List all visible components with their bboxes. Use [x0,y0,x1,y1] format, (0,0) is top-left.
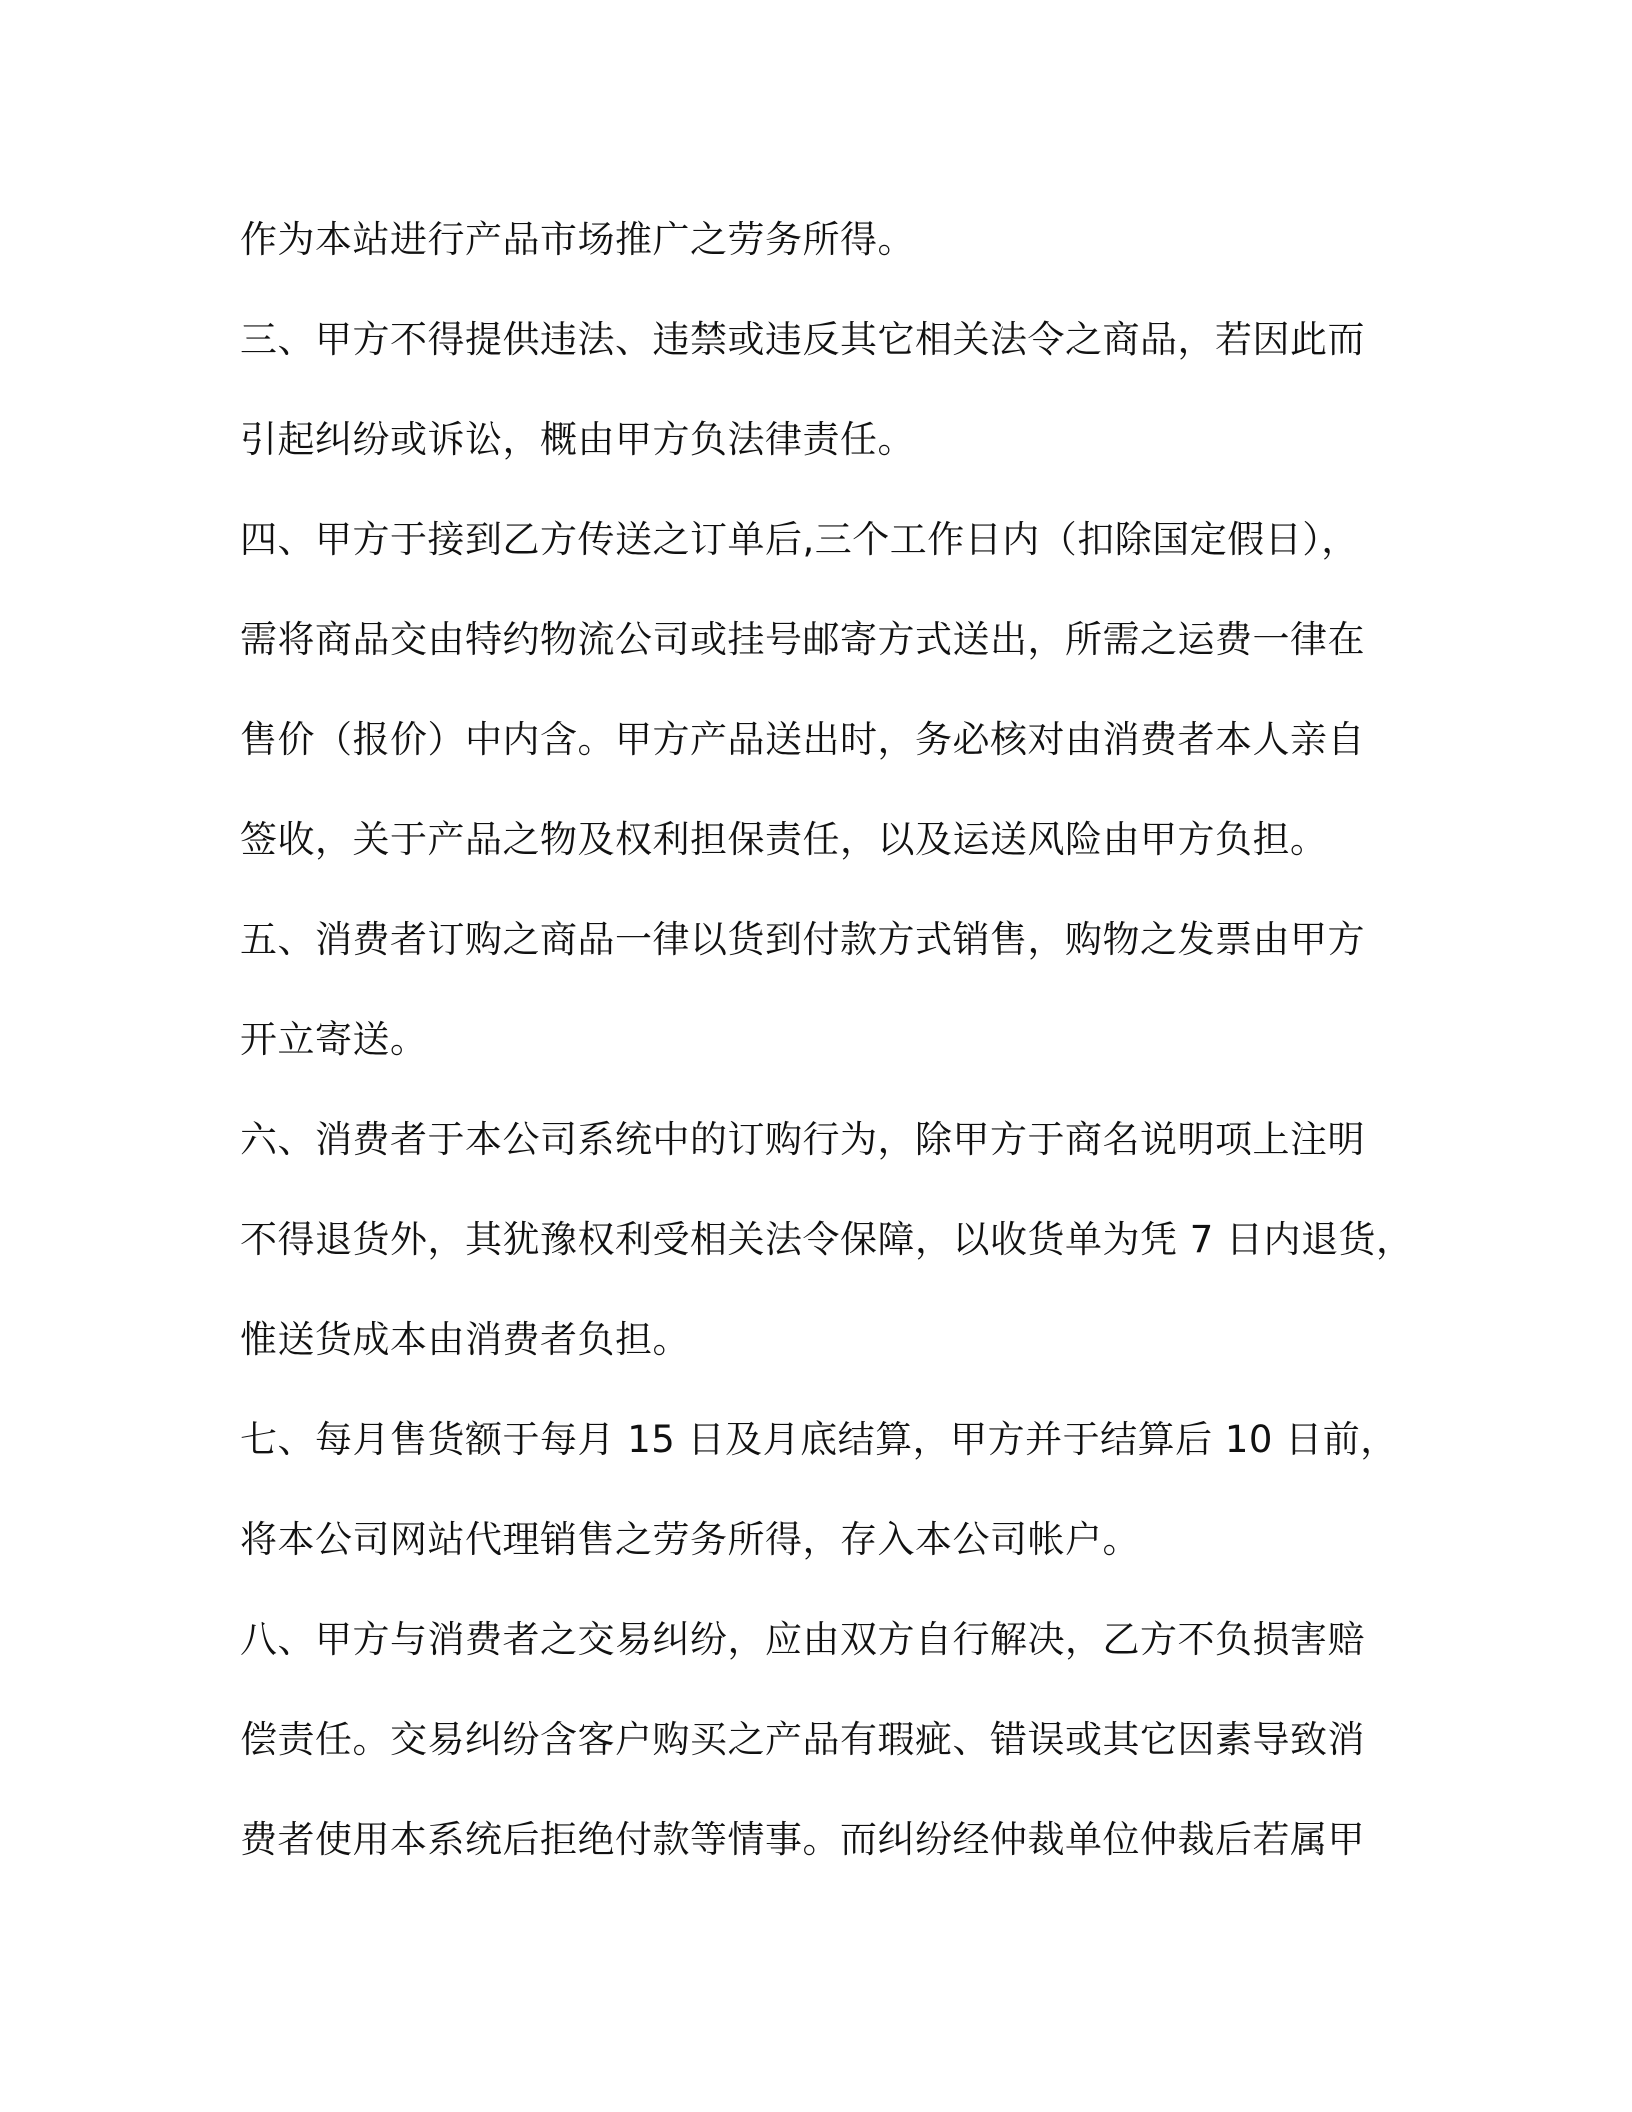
text-line: 将本公司网站代理销售之劳务所得，存入本公司帐户。 [240,1518,1140,1561]
text-line: 需将商品交由特约物流公司或挂号邮寄方式送出，所需之运费一律在 [240,618,1365,661]
text-line: 四、甲方于接到乙方传送之订单后,三个工作日内（扣除国定假日）， [240,518,1359,561]
text-line: 偿责任。交易纠纷含客户购买之产品有瑕疵、错误或其它因素导致消 [240,1718,1365,1761]
document-body [240,190,1420,1890]
text-line: 六、消费者于本公司系统中的订购行为，除甲方于商名说明项上注明 [240,1118,1365,1161]
text-line: 三、甲方不得提供违法、违禁或违反其它相关法令之商品，若因此而 [240,318,1365,361]
text-line: 八、甲方与消费者之交易纠纷，应由双方自行解决，乙方不负损害赔 [240,1618,1365,1661]
text-line: 不得退货外，其犹豫权利受相关法令保障，以收货单为凭 7 日内退货， [240,1218,1414,1261]
text-line: 作为本站进行产品市场推广之劳务所得。 [240,218,915,261]
text-line: 开立寄送。 [240,1018,428,1061]
text-line: 引起纠纷或诉讼，概由甲方负法律责任。 [240,418,915,461]
text-line: 售价（报价）中内含。甲方产品送出时，务必核对由消费者本人亲自 [240,718,1365,761]
text-line: 惟送货成本由消费者负担。 [240,1318,690,1361]
text-line: 费者使用本系统后拒绝付款等情事。而纠纷经仲裁单位仲裁后若属甲 [240,1818,1365,1861]
text-line: 五、消费者订购之商品一律以货到付款方式销售，购物之发票由甲方 [240,918,1365,961]
text-line: 签收，关于产品之物及权利担保责任，以及运送风险由甲方负担。 [240,818,1328,861]
text-line: 七、每月售货额于每月 15 日及月底结算，甲方并于结算后 10 日前， [240,1418,1398,1461]
